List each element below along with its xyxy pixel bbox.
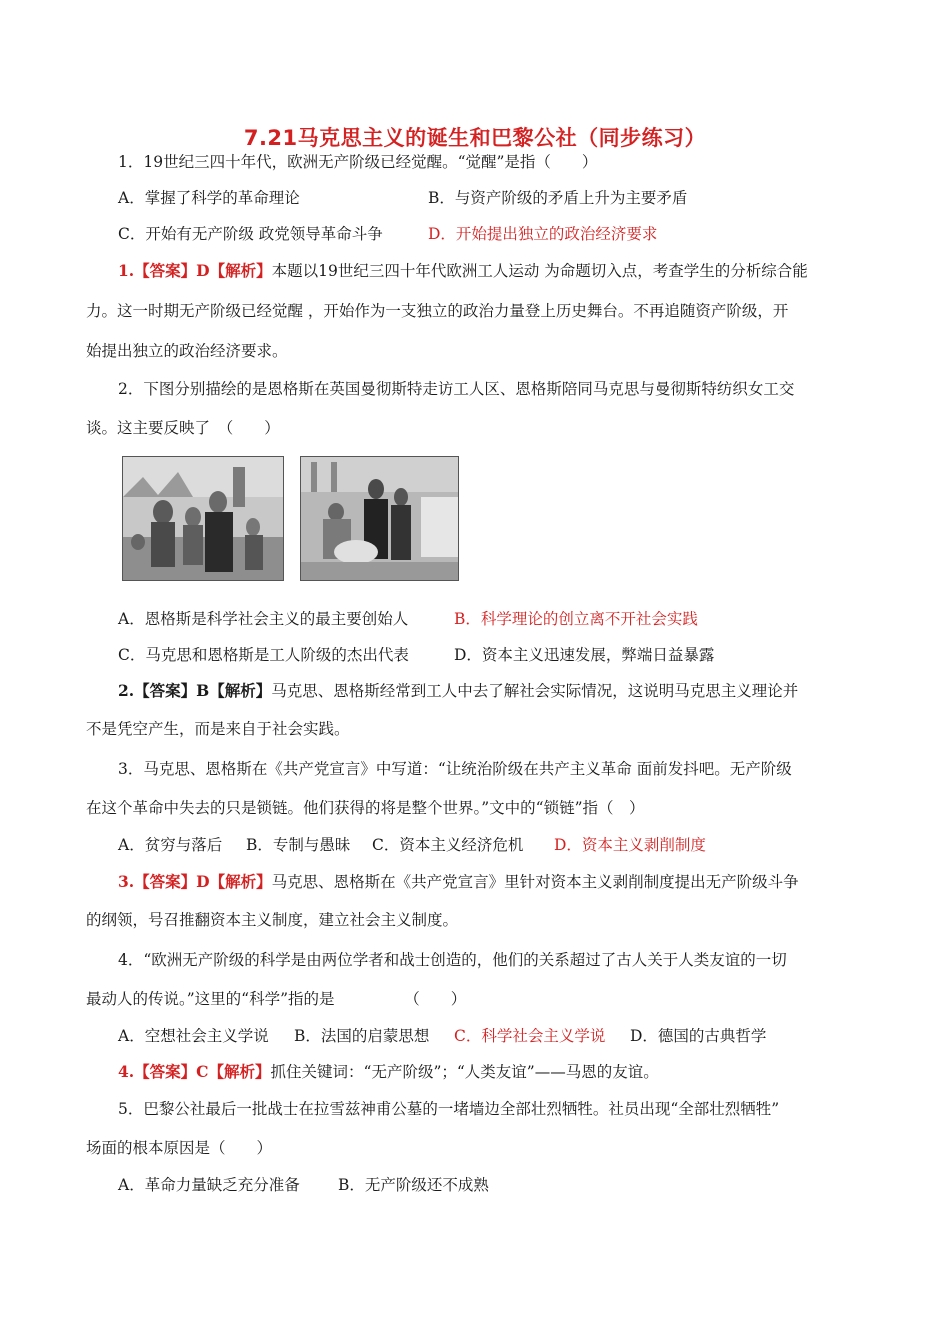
- q3-stem-line-1: 3．马克思、恩格斯在《共产党宣言》中写道：“让统治阶级在共产主义革命 面前发抖吧。无产阶级: [118, 760, 792, 778]
- q4-answer-label: 4.【答案】C【解析】: [118, 1062, 271, 1081]
- q3-answer-text-1: 马克思、恩格斯在《共产党宣言》里针对资本主义剥削制度提出无产阶级斗争: [271, 873, 799, 891]
- q4-stem-line-2: 最动人的传说。”这里的“科学”指的是 （ ）: [86, 990, 467, 1008]
- q3-answer-label: 3.【答案】D【解析】: [118, 872, 272, 891]
- q1-option-c: C．开始有无产阶级 政党领导革命斗争: [118, 225, 383, 243]
- q1-option-a: A．掌握了科学的革命理论: [118, 189, 300, 207]
- q2-answer: [118, 681, 898, 701]
- q3-option-c: C．资本主义经济危机: [372, 836, 524, 854]
- page-title: 7.21马克思主义的诞生和巴黎公社（同步练习）: [243, 126, 707, 150]
- q5-option-b: B．无产阶级还不成熟: [338, 1176, 489, 1194]
- q2-option-a: A．恩格斯是科学社会主义的最主要创始人: [118, 610, 409, 628]
- q3-answer: [118, 872, 898, 892]
- q5-stem-line-2: 场面的根本原因是（ ）: [86, 1139, 273, 1157]
- q1-option-d: D．开始提出独立的政治经济要求: [428, 225, 658, 243]
- q1-answer-text-1: 本题以19世纪三四十年代欧洲工人运动 为命题切入点，考查学生的分析综合能: [271, 262, 808, 280]
- q1-answer-label: 1.【答案】D【解析】: [118, 261, 272, 280]
- q1-stem: 1．19世纪三四十年代，欧洲无产阶级已经觉醒。“觉醒”是指（ ）: [118, 153, 598, 171]
- q3-answer-line-2: 的纲领，号召推翻资本主义制度，建立社会主义制度。: [86, 911, 459, 929]
- q2-answer-line-2: 不是凭空产生，而是来自于社会实践。: [86, 720, 350, 738]
- q2-stem-line-1: 2．下图分别描绘的是恩格斯在英国曼彻斯特走访工人区、恩格斯陪同马克思与曼彻斯特纺织女工交: [118, 380, 795, 398]
- q4-answer-text-1: 抓住关键词：“无产阶级”；“人类友谊”——马恩的友谊。: [270, 1063, 659, 1081]
- q4-option-d: D．德国的古典哲学: [630, 1027, 767, 1045]
- q3-option-a: A．贫穷与落后: [118, 836, 223, 854]
- q2-option-c: C．马克思和恩格斯是工人阶级的杰出代表: [118, 646, 409, 664]
- q4-option-b: B．法国的启蒙思想: [294, 1027, 430, 1045]
- q3-option-b: B．专制与愚昧: [246, 836, 351, 854]
- q5-stem-line-1: 5．巴黎公社最后一批战士在拉雪兹神甫公墓的一堵墙边全部壮烈牺牲。社员出现“全部壮烈牺牲”: [118, 1100, 780, 1118]
- q4-option-a: A．空想社会主义学说: [118, 1027, 269, 1045]
- q3-stem-line-2: 在这个革命中失去的只是锁链。他们获得的将是整个世界。”文中的“锁链”指（ ）: [86, 799, 645, 817]
- q2-option-d: D．资本主义迅速发展，弊端日益暴露: [454, 646, 715, 664]
- q1-answer: [118, 261, 898, 281]
- q2-answer-text-1: 马克思、恩格斯经常到工人中去了解社会实际情况，这说明马克思主义理论并: [271, 682, 799, 700]
- q2-answer-label: 2.【答案】B【解析】: [118, 681, 272, 700]
- q2-option-b: B．科学理论的创立离不开社会实践: [454, 610, 698, 628]
- q3-option-d: D．资本主义剥削制度: [554, 836, 706, 854]
- q5-option-a: A．革命力量缺乏充分准备: [118, 1176, 300, 1194]
- q4-stem-line-1: 4．“欧洲无产阶级的科学是由两位学者和战士创造的，他们的关系超过了古人关于人类友谊的一切: [118, 951, 787, 969]
- marx-engels-textile-workers-image: [300, 456, 459, 581]
- q2-stem-line-2: 谈。这主要反映了 （ ）: [86, 419, 280, 437]
- q1-answer-line-3: 始提出独立的政治经济要求。: [86, 342, 288, 360]
- q1-answer-line-2: 力。这一时期无产阶级已经觉醒 ，开始作为一支独立的政治力量登上历史舞台。不再追随资产阶级，开: [86, 302, 789, 320]
- q4-option-c: C．科学社会主义学说: [454, 1027, 606, 1045]
- engels-worker-district-image: [122, 456, 284, 581]
- q4-answer: [118, 1062, 898, 1082]
- q1-option-b: B．与资产阶级的矛盾上升为主要矛盾: [428, 189, 688, 207]
